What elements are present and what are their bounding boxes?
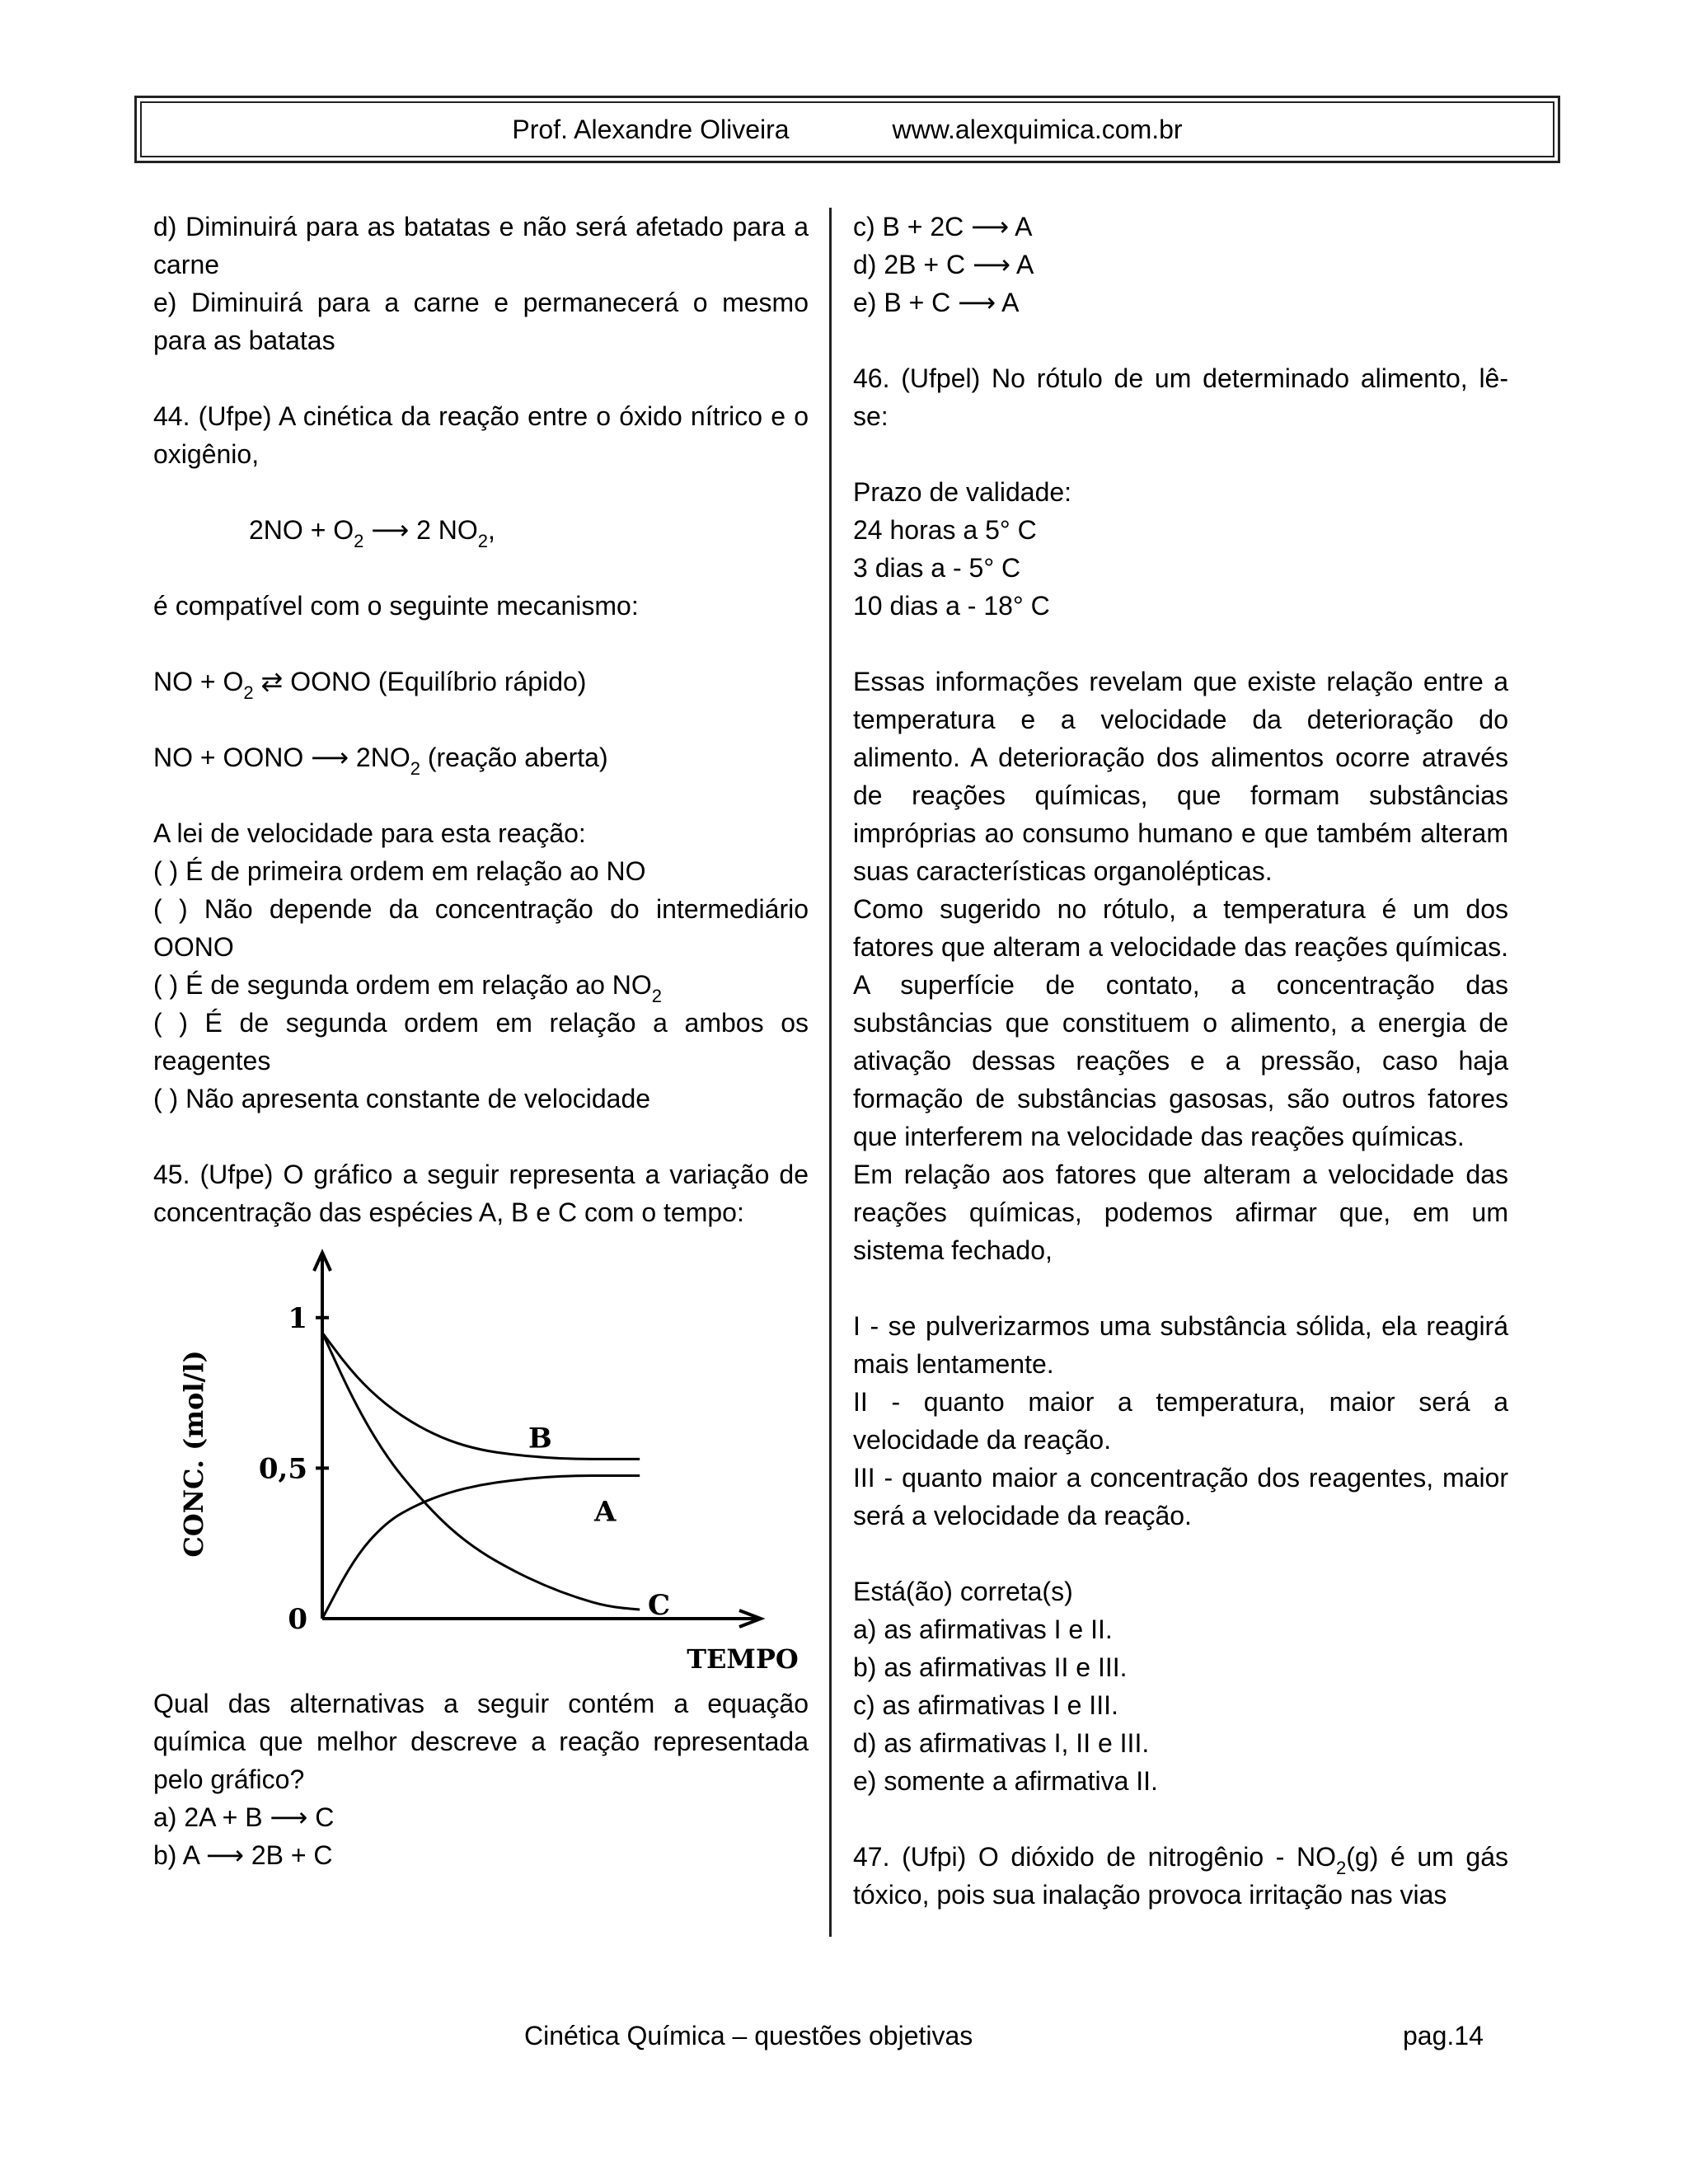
series-a-label: A: [594, 1495, 617, 1529]
q46-paragraph-3: Em relação aos fatores que alteram a velocidade das reações químicas, podemos afirmar que, em um sistema fechado,: [853, 1160, 1508, 1265]
q46-paragraph-2: Como sugerido no rótulo, a temperatura é um dos fatores que alteram a velocidade das reações químicas. A superfície de contato, a concentração das substâncias que constituem o alimento, a energia de ativação dessas reações e a pressão, caso haja formação de substâncias gasosas, são outros fatores que interferem na velocidade das reações químicas.: [853, 894, 1508, 1151]
q44-step-2: NO + OONO ⟶ $2NO_2$ (reação aberta): [153, 743, 608, 779]
y-tick-label: 0: [288, 1603, 307, 1636]
series-c-label: C: [648, 1589, 671, 1623]
q45-question: Qual das alternativas a seguir contém a equação química que melhor descreve a reação representada pelo gráfico?: [153, 1689, 809, 1794]
header-author: Prof. Alexandre Oliveira: [512, 115, 790, 144]
q44-equation: $2NO + O_2$ ⟶ 2 $NO_2$,: [249, 515, 495, 551]
q45-option-e: e) B + C ⟶ A: [853, 288, 1020, 317]
q44-intro: 44. (Ufpe) A cinética da reação entre o óxido nítrico e o oxigênio,: [153, 401, 809, 469]
left-column: [153, 208, 809, 1874]
q44-law: A lei de velocidade para esta reação:: [153, 818, 586, 848]
q44-option-3: ( ) É de segunda ordem em relação ao $NO_2$: [153, 970, 662, 1006]
series-b-line: [322, 1333, 640, 1459]
footer-title: Cinética Química – questões objetivas: [524, 2021, 973, 2050]
q46-option-d: d) as afirmativas I, II e III.: [853, 1728, 1150, 1758]
concentration-chart: [153, 1240, 809, 1685]
footer-page-number: pag.14: [1403, 2021, 1484, 2050]
q44-step-1: NO + $O_2$ ⇄ OONO (Equilíbrio rápido): [153, 667, 587, 703]
q46-label-title: Prazo de validade:: [853, 477, 1072, 507]
q45-intro: 45. (Ufpe) O gráfico a seguir representa a variação de concentração das espécies A, B e C com o tempo:: [153, 1160, 809, 1227]
q44-mechanism-intro: é compatível com o seguinte mecanismo:: [153, 591, 639, 621]
right-column: [853, 208, 1508, 1914]
x-axis-label: TEMPO: [687, 1643, 799, 1675]
q46-statement-ii: II - quanto maior a temperatura, maior será a velocidade da reação.: [853, 1387, 1508, 1455]
q44-option-2: ( ) Não depende da concentração do intermediário OONO: [153, 894, 809, 962]
q46-label-line-2: 3 dias a - 5° C: [853, 553, 1021, 583]
q46-label-line-3: 10 dias a - 18° C: [853, 591, 1050, 621]
q46-option-e: e) somente a afirmativa II.: [853, 1766, 1158, 1796]
header-site[interactable]: www.alexquimica.com.br: [892, 115, 1183, 144]
q46-statement-iii: III - quanto maior a concentração dos reagentes, maior será a velocidade da reação.: [853, 1463, 1508, 1530]
q45-option-a: a) 2A + B ⟶ C: [153, 1802, 335, 1832]
q45-option-b: b) A ⟶ 2B + C: [153, 1840, 333, 1870]
q46-option-b: b) as afirmativas II e III.: [853, 1652, 1128, 1682]
q43-option-e: e) Diminuirá para a carne e permanecerá o mesmo para as batatas: [153, 288, 809, 355]
q44-option-4: ( ) É de segunda ordem em relação a ambos os reagentes: [153, 1008, 809, 1076]
series-c-line: [322, 1333, 640, 1610]
q44-option-5: ( ) Não apresenta constante de velocidade: [153, 1084, 651, 1113]
y-tick-label: 0,5: [258, 1452, 307, 1486]
q46-intro: 46. (Ufpel) No rótulo de um determinado alimento, lê-se:: [853, 363, 1508, 431]
q45-option-c: c) B + 2C ⟶ A: [853, 212, 1033, 241]
q43-option-d: d) Diminuirá para as batatas e não será afetado para a carne: [153, 212, 809, 279]
column-divider: [829, 208, 832, 1937]
y-axis-label: CONC. (mol/l): [178, 1350, 209, 1558]
q47-intro: 47. (Ufpi) O dióxido de nitrogênio - $NO_2(g)$ é um gás tóxico, pois sua inalação provoca irritação nas vias: [853, 1842, 1509, 1910]
q46-ask: Está(ão) correta(s): [853, 1577, 1073, 1606]
q46-option-a: a) as afirmativas I e II.: [853, 1615, 1113, 1644]
q46-label-line-1: 24 horas a 5° C: [853, 515, 1037, 545]
page-header: [134, 96, 1560, 163]
q46-option-c: c) as afirmativas I e III.: [853, 1690, 1118, 1720]
q46-statement-i: I - se pulverizarmos uma substância sólida, ela reagirá mais lentamente.: [853, 1311, 1508, 1379]
q44-option-1: ( ) É de primeira ordem em relação ao NO: [153, 856, 646, 886]
series-a-line: [322, 1476, 640, 1619]
concentration-chart-svg: [153, 1240, 809, 1685]
q45-option-d: d) 2B + C ⟶ A: [853, 250, 1034, 279]
y-tick-label: 1: [288, 1301, 307, 1335]
series-b-label: B: [528, 1422, 552, 1455]
q46-paragraph-1: Essas informações revelam que existe relação entre a temperatura e a velocidade da deterioração do alimento. A deterioração dos alimentos ocorre através de reações químicas, que formam substâncias impróprias ao consumo humano e que também alteram suas características organolépticas.: [853, 667, 1508, 886]
